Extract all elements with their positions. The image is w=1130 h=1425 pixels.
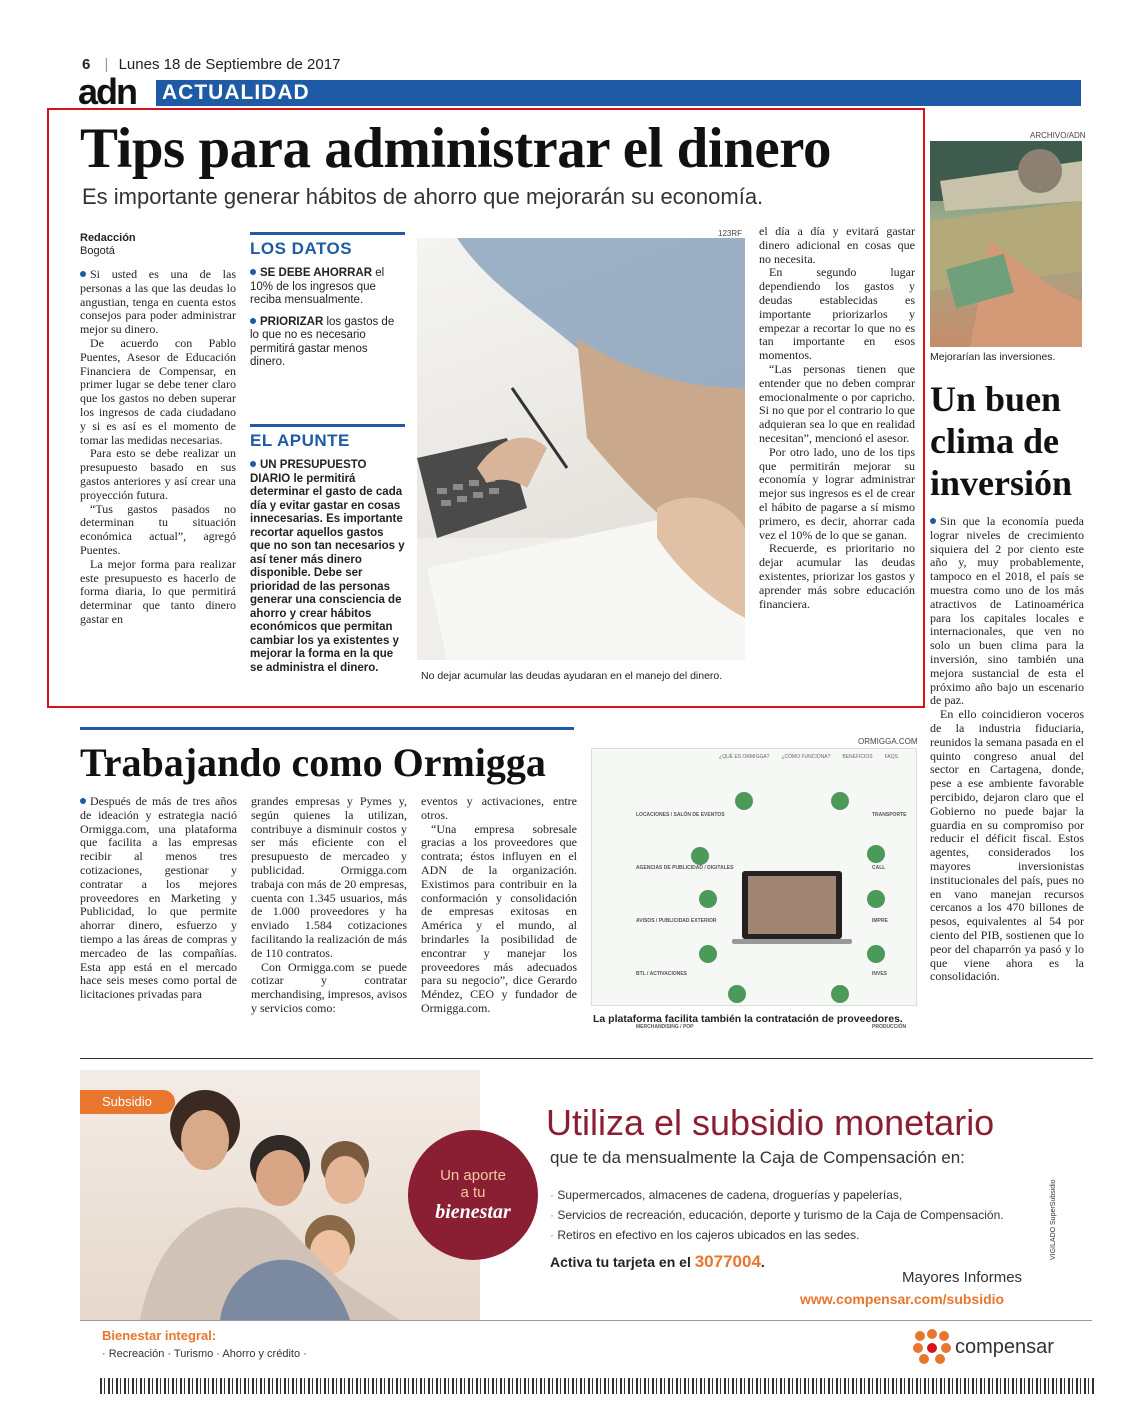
ad-headline: Utiliza el subsidio monetario [546, 1102, 995, 1143]
sidebar-photo-credit: ARCHIVO/ADN [1030, 131, 1086, 140]
paragraph: “Las personas tienen que entender que no deben comprar emocionalmente o por capricho. Si no que por el contrario lo que adquieran sea lo que en realidad necesitan”, mencionó el asesor. [759, 361, 915, 445]
bottom-barcode [100, 1378, 1095, 1394]
calculator-photo [417, 238, 745, 660]
data-item-label: PRIORIZAR [260, 315, 324, 328]
paragraph: Recuerde, es prioritario no dejar acumular las deudas existentes, priorizar los gastos y aprender más sobre educación financiera. [759, 541, 915, 611]
paragraph: Sin que la economía pueda lograr niveles de crecimiento siquiera del 2 por ciento este año y, muy probablemente, tampoco en el 2018, el país se muestra como uno de los más atractivos de Latinoamérica para los capitales locales e internacionales, que ven no solo un buen clima para la inversión, sino también una mejora sustancial de esta el próximo año bajo un escenario de paz. [930, 514, 1084, 708]
circle-line: Un aporte [440, 1167, 506, 1184]
article2-rule [80, 727, 574, 730]
ad-more-info: Mayores Informes [902, 1269, 1023, 1286]
sidebar-title: Un buen clima de inversión [930, 379, 1073, 503]
ad-footer-items: · Recreación · Turismo · Ahorro y crédito · [102, 1348, 307, 1360]
paragraph: De acuerdo con Pablo Puentes, Asesor de Educación Financiera de Compensar, en primer lugar se debe tener claro que los gastos no deben superar los ingresos de cada ciudadano y si es así es el momento de tomar las medidas necesarias. [80, 335, 236, 447]
site-nav-item: BENEFICIOS [842, 754, 873, 760]
note-label: UN PRESUPUESTO DIARIO [250, 459, 367, 485]
site-category: AVISOS / PUBLICIDAD EXTERIOR [636, 918, 717, 924]
subsidio-badge-label: Subsidio [102, 1094, 152, 1109]
site-category: MERCHANDISING / POP [636, 1024, 694, 1030]
site-category: AGENCIAS DE PUBLICIDAD / DIGITALES [636, 865, 734, 871]
ad-subhead: que te da mensualmente la Caja de Compensación en: [550, 1148, 965, 1167]
data-item-text: el 10% de los ingresos que reciba mensualmente. [250, 267, 385, 306]
bullet-dot [80, 271, 86, 277]
section-label: ACTUALIDAD [162, 81, 310, 104]
ad-bullet: Servicios de recreación, educación, deporte y turismo de la Caja de Compensación. [557, 1208, 1004, 1222]
data-item-text: los gastos de lo que no es necesario permitirá gastar menos dinero. [250, 315, 395, 368]
bullet-dot [930, 518, 936, 524]
bullet-dot [250, 318, 256, 324]
ad-bullet: Supermercados, almacenes de cadena, droguerías y papelerías, [557, 1188, 903, 1202]
note-box [250, 424, 405, 675]
page-number: 6 [82, 56, 91, 73]
ad-footer-title: Bienestar integral: [102, 1328, 217, 1343]
note-body: le permitirá determinar el gasto de cada día y evitar gastar en cosas innecesarias. Es importante recortar aquellos gastos que no son tan necesarios y así tener más dinero disponible. Debe ser prioridad de las personas generar una consciencia de ahorro y crear hábitos económicos que permitan cambiar los ya existentes y mejorar la forma en la que se administra el dinero. [250, 472, 405, 674]
paragraph: La mejor forma para realizar este presupuesto es hacerlo de forma diaria, lo que permitirá determinar que tanto dinero gastar en [80, 556, 236, 626]
ad-cta-phone: 3077004 [694, 1252, 761, 1271]
data-box-title: LOS DATOS [250, 232, 405, 259]
site-category: PRODUCCIÓN [872, 1024, 907, 1030]
site-category: TRANSPORTE [872, 812, 907, 818]
paragraph: Después de más de tres años de ideación y estrategia nació Ormigga.com, una plataforma que facilita a las empresas recibir al menos tres cotizaciones, gestionar y contratar a los mejores proveedores en Marketing y Publicidad, lo que permite ahorrar dinero, esfuerzo y tiempo a las áreas de compras y mercadeo de las compañías. Esta app está en el mercado hace seis meses como portal de licitaciones privadas para [80, 794, 237, 1002]
article-column-3 [759, 225, 915, 611]
byline [80, 232, 136, 258]
circle-line: bienestar [435, 1201, 511, 1223]
site-icons [592, 749, 918, 1007]
ormigga-caption: La plataforma facilita también la contratación de proveedores. [593, 1013, 903, 1025]
bullet-dot [250, 461, 256, 467]
ad-url[interactable]: www.compensar.com/subsidio [800, 1291, 1005, 1307]
sidebar-column [930, 515, 1084, 984]
site-nav-item: FAQS [884, 754, 898, 760]
article-subtitle: Es importante generar hábitos de ahorro que mejorarán su economía. [82, 184, 764, 209]
byline-city: Bogotá [80, 245, 115, 257]
article2-column-2 [251, 795, 407, 1016]
calculator-photo-illustration [417, 238, 745, 660]
paragraph: eventos y activaciones, entre otros. [421, 794, 577, 822]
article-column-1 [80, 268, 236, 627]
photo-credit: 123RF [718, 229, 743, 238]
article2-column-3 [421, 795, 577, 1016]
brand-logo: adn [78, 71, 137, 112]
paragraph: Por otro lado, uno de los tips que permitirán mejorar su economía y lograr administrar mejor sus ingresos es el de crear el hábito de pagarse a sí mismo primero, es decir, ahorrar cada vez el 10% de lo que se ganan. [759, 444, 915, 542]
paragraph: grandes empresas y Pymes y, según quienes la utilizan, contribuye a disminuir costos y ser más eficiente con el presupuesto de mercadeo y publicidad. Ormigga.com trabaja con más de 20 empresas, cuenta con 1.345 usuarios, más de 1.000 proveedores y ha enviado 1.584 cotizaciones facilitando la realización de más de 110 contratos. [251, 794, 407, 960]
data-item-label: SE DEBE AHORRAR [260, 267, 373, 279]
money-photo-illustration [930, 141, 1082, 347]
data-item-1 [250, 267, 405, 308]
data-box [250, 232, 405, 370]
paragraph: “Tus gastos pasados no determinan tu situación económica actual”, agregó Puentes. [80, 501, 236, 557]
ad-compensar [80, 1070, 1092, 1370]
site-category: CALL [872, 865, 886, 871]
paragraph: En segundo lugar dependiendo los gastos y deudas establecidas es importante priorizarlos y empezar a recortar lo que no es tan importante en esos momentos. [759, 265, 915, 363]
ormigga-credit: ORMIGGA.COM [858, 737, 918, 746]
ad-cta-text: Activa tu tarjeta en el [550, 1254, 691, 1270]
ad-top-rule [80, 1058, 1093, 1059]
site-nav-item: ¿CÓMO FUNCIONA? [781, 754, 831, 760]
paragraph: Con Ormigga.com se puede cotizar y contratar merchandising, impresos, avisos y servicios como: [251, 959, 407, 1015]
compensar-logo-icon [910, 1328, 954, 1364]
article-title: Tips para administrar el dinero [80, 117, 831, 180]
paragraph: el día a día y evitará gastar dinero adicional en cosas que no necesita. [759, 224, 915, 266]
paragraph: Para esto se debe realizar un presupuesto basado en sus gastos anteriores y así crear una proyección futura. [80, 446, 236, 502]
article2-column-1 [80, 795, 237, 1002]
sidebar-photo-caption: Mejorarían las inversiones. [930, 351, 1056, 363]
issue-date: Lunes 18 de Septiembre de 2017 [118, 56, 341, 73]
bullet-dot [80, 798, 86, 804]
note-text [250, 459, 405, 675]
ad-bullets: · Supermercados, almacenes de cadena, droguerías y papelerías, · Servicios de recreación, educación, deporte y turismo de la Caja de Compensación. · Retiros en efectivo en los cajeros ubicados en las sedes. [550, 1188, 1004, 1242]
ad-bullet: Retiros en efectivo en los cajeros ubicados en las sedes. [557, 1228, 860, 1242]
money-photo [930, 141, 1082, 347]
page-header-line: 6 | Lunes 18 de Septiembre de 2017 [82, 56, 341, 73]
ad-vertical-text: VIGILADO SuperSubsidio [1050, 1179, 1057, 1260]
ad-footer-rule [80, 1320, 1092, 1321]
article2-title: Trabajando como Ormigga [80, 740, 546, 785]
paragraph: En ello coincidieron voceros de la industria fiduciaria, reunidos la semana pasada en el quinto congreso anual del sector en Cartagena, donde, pese a ese ambiente favorable percibido, dejaron claro que el Gobierno no puede bajar la guardia en su compromiso por reducir el déficit fiscal. Estos agentes, considerados los mayores inversionistas institucionales del país, pues no en vano manejan recursos cercanos a los 470 billones de pesos, equivalentes al 54 por ciento del PIB, sostienen que lo peor del chaparrón ya pasó y lo que viene ahora es la consolidación. [930, 707, 1084, 984]
circle-line: a tu [460, 1184, 486, 1201]
site-category: IMPRE [872, 918, 888, 924]
site-category: BTL / ACTIVACIONES [636, 971, 688, 977]
compensar-logo: compensar [955, 1336, 1054, 1358]
site-category: LOCACIONES / SALÓN DE EVENTOS [636, 812, 725, 818]
site-nav-item: ¿QUÉ ES ORMIGGA? [719, 754, 770, 760]
photo-caption: No dejar acumular las deudas ayudaran en el manejo del dinero. [421, 670, 723, 682]
paragraph: “Una empresa sobresale gracias a los proveedores que contrata; éstos influyen en el ADN de la organización. Existimos para contribuir en la conformación y consolidación de empresas exitosas en América y el mundo, al brindarles la posibilidad de encontrar y manejar los proveedores más adecuados para su negocio”, dice Gerardo Méndez, CEO y fundador de Ormigga.com. [421, 821, 577, 1015]
bullet-dot [250, 269, 256, 275]
paragraph: Si usted es una de las personas a las que las deudas lo angustian, tenga en cuenta estos consejos para poder administrar mejor su dinero. [80, 267, 236, 337]
ad-cta: Activa tu tarjeta en el 3077004. [550, 1252, 765, 1271]
note-box-title: EL APUNTE [250, 424, 405, 451]
data-item-2 [250, 316, 405, 370]
byline-name: Redacción [80, 232, 136, 244]
bienestar-circle-text [408, 1167, 538, 1223]
site-category: INVES [872, 971, 888, 977]
